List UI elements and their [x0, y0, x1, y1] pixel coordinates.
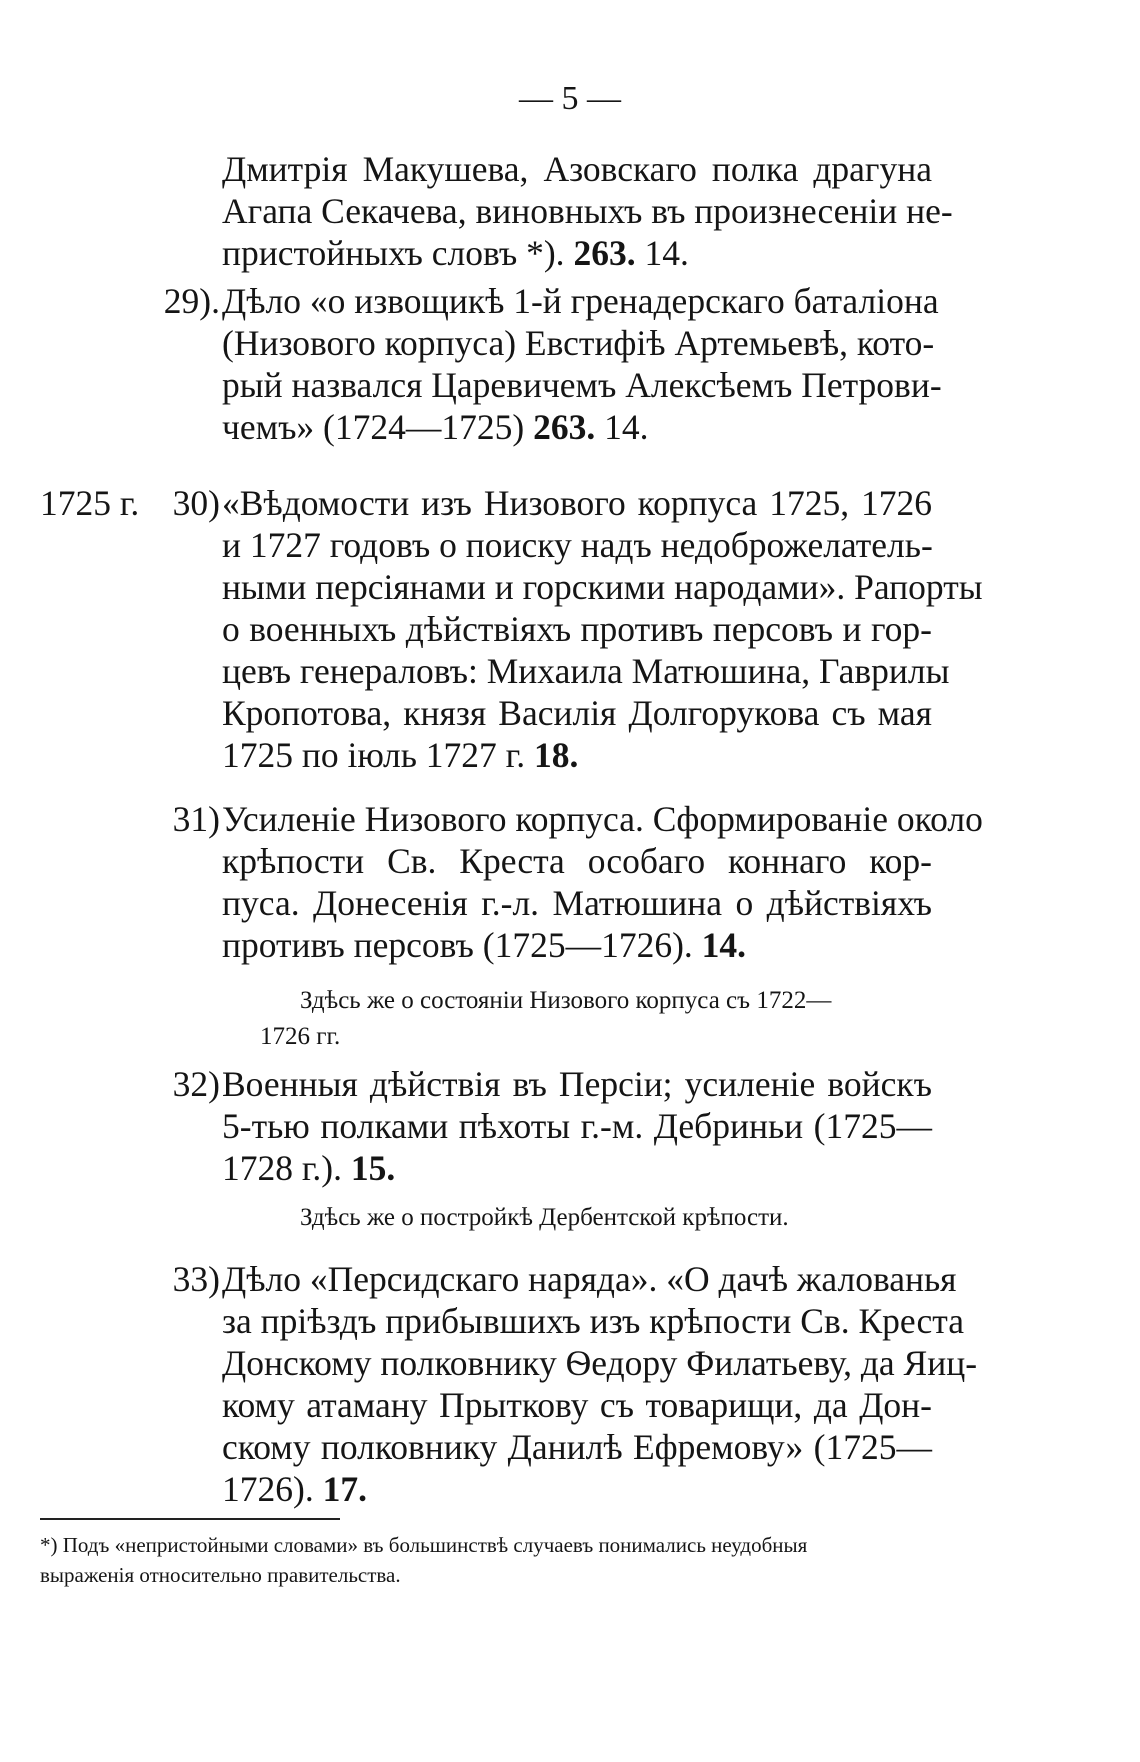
- note-line: Здѣсь же о постройкѣ Дербентской крѣпости.: [300, 1204, 789, 1231]
- entry-line: рый назвался Царевичемъ Алексѣемъ Петрови-: [222, 365, 942, 405]
- entry-line: ными персіянами и горскими народами». Рапорты: [222, 567, 983, 607]
- entry-line: Дѣло «Персидскаго наряда». «О дачѣ жалованья: [222, 1259, 957, 1299]
- entry-number: 32): [172, 1064, 220, 1104]
- entry-note: [300, 1200, 900, 1236]
- note-line: Здѣсь же о состояніи Низового корпуса съ 1722—: [300, 987, 832, 1014]
- entry-last-line: [222, 232, 932, 274]
- entry-line: 5-тью полками пѣхоты г.-м. Дебриньи (1725—: [222, 1106, 932, 1146]
- entry-32: [222, 1063, 932, 1189]
- entry-line: Дѣло «о извощикѣ 1-й гренадерскаго баталіона: [222, 281, 939, 321]
- entry-line: пуса. Донесенія г.-л. Матюшина о дѣйствіяхъ: [222, 883, 932, 923]
- entry-line: цевъ генераловъ: Михаила Матюшина, Гаврилы: [222, 651, 950, 691]
- archive-reference: 15.: [350, 1148, 396, 1188]
- archive-reference: 17.: [322, 1469, 367, 1509]
- archive-reference: 14.: [644, 233, 689, 273]
- footnote-divider: [40, 1518, 340, 1520]
- page-number: — 5 —: [519, 80, 621, 117]
- entry-year: 1725 г.: [40, 483, 140, 523]
- entry-line: за пріѣздъ прибывшихъ изъ крѣпости Св. Креста: [222, 1301, 965, 1341]
- entry-number: 31): [172, 799, 220, 839]
- entry-last-line: [222, 1468, 932, 1510]
- entry-30: [222, 482, 983, 776]
- entry-line: о военныхъ дѣйствіяхъ противъ персовъ и гор-: [222, 609, 932, 649]
- entry-line: и 1727 годовъ о поиску надъ недоброжелатель-: [222, 525, 933, 565]
- entry-line: (Низового корпуса) Евстифіѣ Артемьевѣ, кото-: [222, 323, 935, 363]
- entry-29: [222, 280, 942, 448]
- footnote-line: выраженія относительно правительства.: [40, 1563, 401, 1587]
- entry-line: «Вѣдомости изъ Низового корпуса 1725, 1726: [222, 483, 932, 523]
- entry-last-line: [222, 924, 932, 966]
- entry-text: противъ персовъ (1725—1726).: [222, 925, 693, 965]
- entry-continuation: [222, 148, 953, 274]
- entry-last-line: [222, 1147, 932, 1189]
- entry-line: Кропотова, князя Василія Долгорукова съ мая: [222, 693, 932, 733]
- entry-line: Военныя дѣйствія въ Персіи; усиленіе войскъ: [222, 1064, 932, 1104]
- entry-line: скому полковнику Данилѣ Ефремову» (1725—: [222, 1427, 932, 1467]
- archive-reference: 18.: [533, 735, 579, 775]
- footnote: [40, 1530, 930, 1590]
- entry-number: 30): [172, 483, 220, 523]
- archive-reference: 14.: [701, 925, 747, 965]
- entry-number: 33): [172, 1259, 220, 1299]
- archive-reference: 263.: [533, 407, 596, 447]
- entry-text: чемъ» (1724—1725): [222, 407, 525, 447]
- entry-line: крѣпости Св. Креста особаго коннаго кор-: [222, 841, 932, 881]
- footnote-line: *) Подъ «непристойными словами» въ большинствѣ случаевъ понимались неудобныя: [40, 1533, 808, 1557]
- entry-last-line: [222, 734, 932, 776]
- archive-reference: 263.: [573, 233, 636, 273]
- archive-reference: 14.: [604, 407, 649, 447]
- entry-line: Агапа Секачева, виновныхъ въ произнесеніи не-: [222, 191, 953, 231]
- entry-number: 29).: [163, 281, 220, 321]
- entry-text: 1725 по іюль 1727 г.: [222, 735, 526, 775]
- entry-33: [222, 1258, 978, 1510]
- entry-line: кому атаману Прыткову съ товарищи, да Дон-: [222, 1385, 932, 1425]
- entry-last-line: [222, 406, 932, 448]
- entry-text: пристойныхъ словъ *).: [222, 233, 565, 273]
- entry-text: 1726).: [222, 1469, 314, 1509]
- entry-31: [222, 798, 983, 966]
- entry-line: Дмитрія Макушева, Азовскаго полка драгуна: [222, 149, 932, 189]
- entry-note: [260, 983, 900, 1055]
- entry-line: Усиленіе Низового корпуса. Сформированіе около: [222, 799, 983, 839]
- entry-text: 1728 г.).: [222, 1148, 343, 1188]
- note-line: 1726 гг.: [260, 1023, 341, 1050]
- entry-line: Донскому полковнику Ѳедору Филатьеву, да Яиц-: [222, 1343, 978, 1383]
